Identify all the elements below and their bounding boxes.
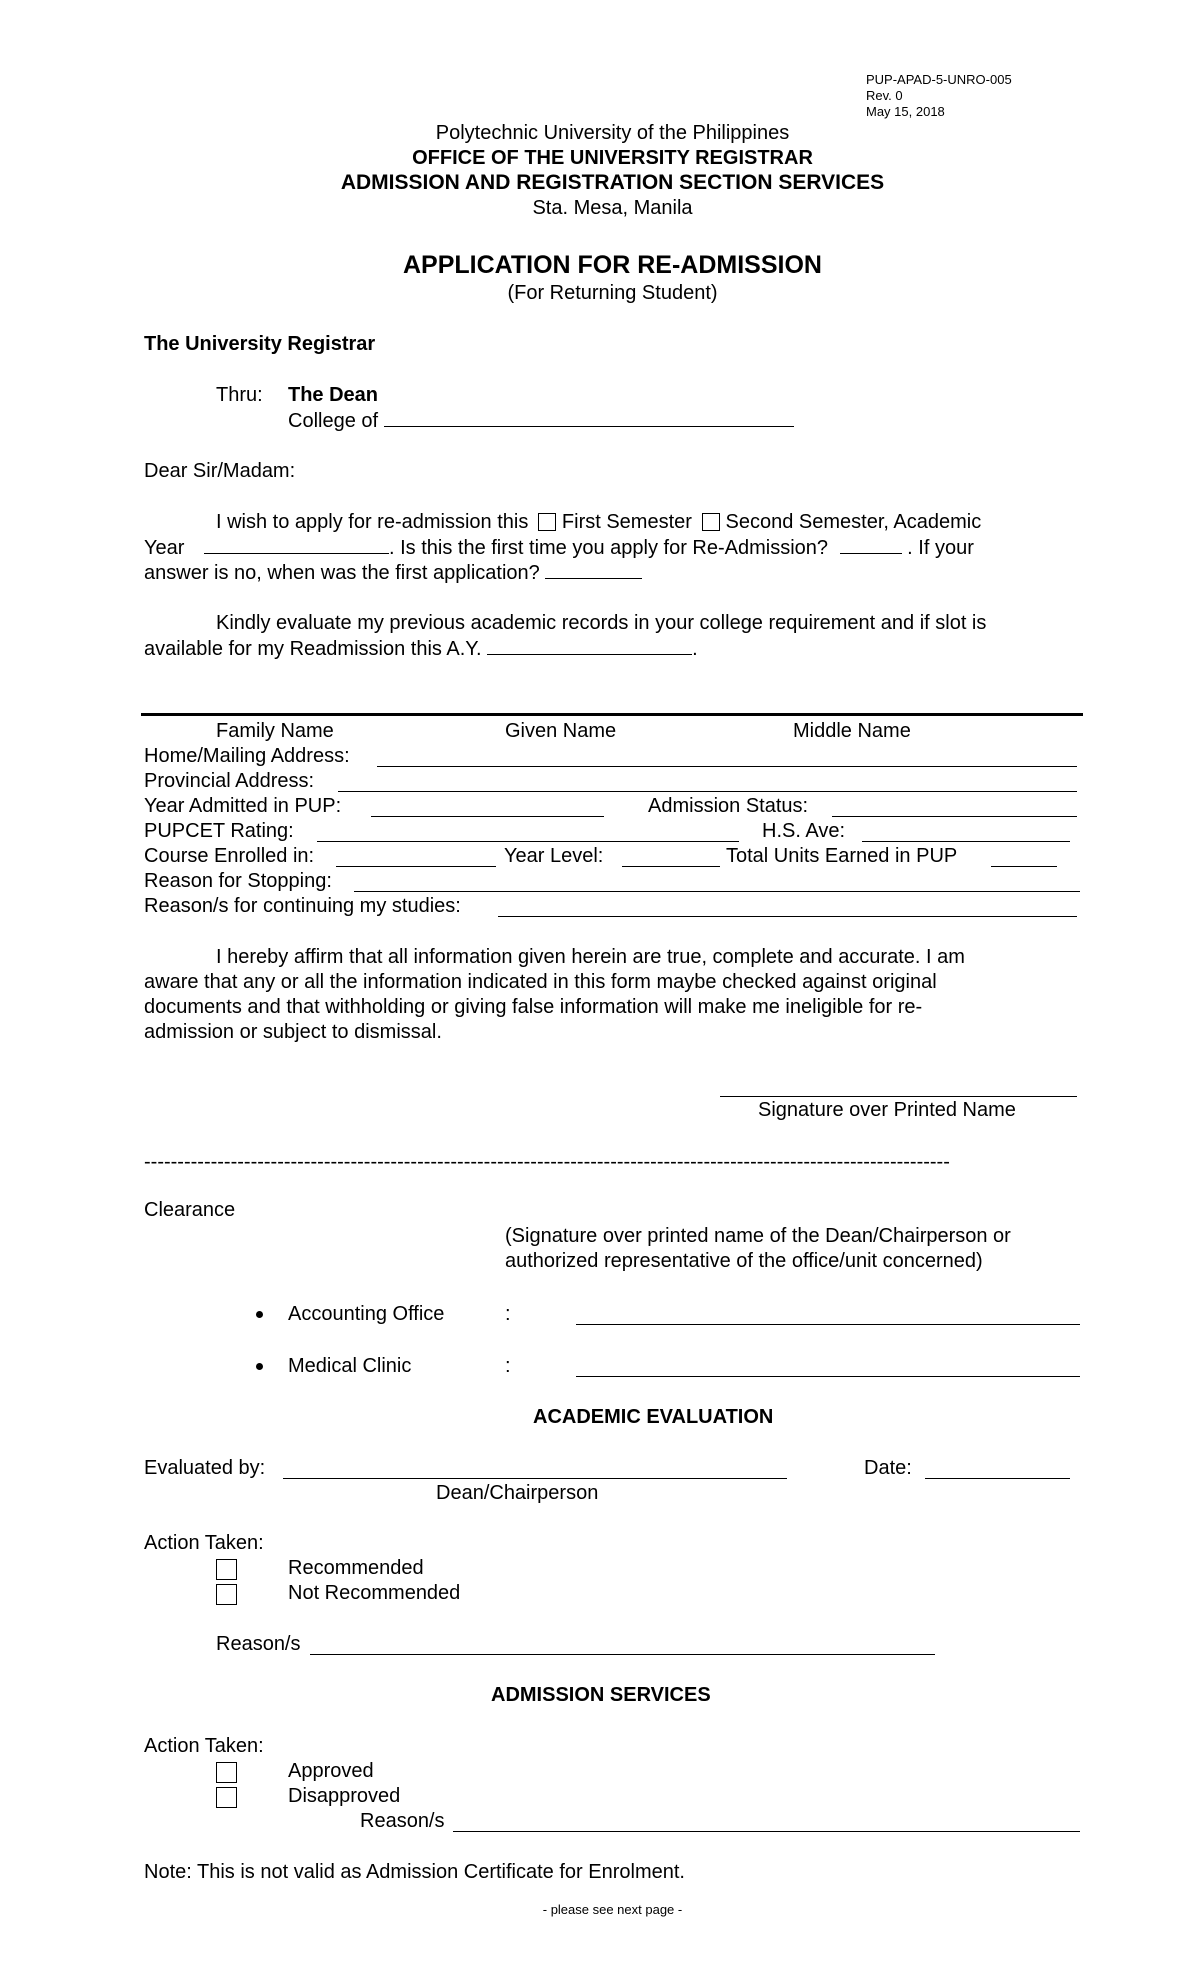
approved-checkbox[interactable] [216, 1762, 237, 1783]
affirmation-line1: I hereby affirm that all information given herein are true, complete and accurate. I am [216, 946, 965, 968]
readmission-ay-field[interactable] [487, 636, 692, 655]
year-label: Year [144, 537, 185, 559]
admission-action-taken-label: Action Taken: [144, 1735, 264, 1757]
thru-label: Thru: [216, 384, 263, 406]
clearance-note-line2: authorized representative of the office/unit concerned) [505, 1250, 983, 1272]
second-semester-label: Second Semester, Academic [725, 511, 982, 533]
accounting-office-label: Accounting Office [288, 1303, 445, 1325]
course-field[interactable] [336, 866, 496, 867]
middle-name-label: Middle Name [793, 720, 911, 742]
request-line1-left [216, 510, 981, 534]
form-title: APPLICATION FOR RE-ADMISSION [403, 251, 822, 279]
next-page-footer: - please see next page - [542, 1902, 683, 1917]
accounting-office-signature-field[interactable] [576, 1324, 1080, 1325]
accounting-office-colon: : [505, 1303, 511, 1325]
disapproved-checkbox[interactable] [216, 1787, 237, 1808]
admission-reasons-label: Reason/s [360, 1810, 445, 1832]
bullet-icon [256, 1363, 263, 1370]
doc-date: May 15, 2018 [866, 104, 945, 119]
college-label: College of [288, 410, 379, 432]
medical-clinic-signature-field[interactable] [576, 1376, 1080, 1377]
affirmation-line4: admission or subject to dismissal. [144, 1021, 442, 1043]
clearance-label: Clearance [144, 1199, 236, 1221]
signature-label: Signature over Printed Name [758, 1099, 1016, 1121]
pupcet-field[interactable] [317, 841, 739, 842]
name-line[interactable] [141, 713, 1083, 716]
year-admitted-label: Year Admitted in PUP: [144, 795, 342, 817]
disapproved-label: Disapproved [288, 1785, 401, 1807]
doc-code: PUP-APAD-5-UNRO-005 [866, 72, 1012, 87]
request-line2 [144, 535, 1082, 560]
reason-stopping-label: Reason for Stopping: [144, 870, 332, 892]
location: Sta. Mesa, Manila [532, 197, 693, 219]
validity-note: Note: This is not valid as Admission Certificate for Enrolment. [144, 1861, 685, 1883]
home-address-field[interactable] [377, 766, 1077, 767]
request-line3 [144, 560, 642, 585]
academic-year-field[interactable] [204, 535, 389, 554]
affirmation-line2: aware that any or all the information indicated in this form maybe checked against original [144, 971, 937, 993]
evaluation-date-label: Date: [864, 1457, 912, 1479]
admission-services-heading: ADMISSION SERVICES [491, 1684, 711, 1706]
pupcet-label: PUPCET Rating: [144, 820, 294, 842]
first-semester-checkbox[interactable] [538, 513, 556, 531]
signature-field[interactable] [720, 1096, 1077, 1097]
recommended-checkbox[interactable] [216, 1559, 237, 1580]
total-units-field[interactable] [991, 866, 1057, 867]
evaluate-end: . [692, 638, 698, 660]
reason-stopping-field[interactable] [354, 891, 1080, 892]
hs-ave-label: H.S. Ave: [762, 820, 846, 842]
first-semester-label: First Semester [561, 511, 692, 533]
clearance-note-line1: (Signature over printed name of the Dean/Chairperson or [505, 1225, 1011, 1247]
approved-label: Approved [288, 1760, 374, 1782]
doc-rev: Rev. 0 [866, 88, 903, 103]
not-recommended-checkbox[interactable] [216, 1584, 237, 1605]
medical-clinic-label: Medical Clinic [288, 1355, 412, 1377]
evaluate-ay-label: available for my Readmission this A.Y. [144, 638, 482, 660]
hs-ave-field[interactable] [862, 841, 1070, 842]
evaluation-date-field[interactable] [925, 1478, 1070, 1479]
reason-continuing-label: Reason/s for continuing my studies: [144, 895, 461, 917]
course-label: Course Enrolled in: [144, 845, 315, 867]
admission-status-label: Admission Status: [648, 795, 809, 817]
evaluate-line2 [144, 636, 698, 661]
academic-reasons-label: Reason/s [216, 1633, 301, 1655]
year-level-label: Year Level: [504, 845, 604, 867]
academic-reasons-field[interactable] [310, 1654, 935, 1655]
evaluated-by-field[interactable] [283, 1478, 787, 1479]
family-name-label: Family Name [216, 720, 334, 742]
salutation: Dear Sir/Madam: [144, 460, 296, 482]
academic-evaluation-heading: ACADEMIC EVALUATION [533, 1406, 774, 1428]
provincial-address-field[interactable] [338, 791, 1077, 792]
provincial-address-label: Provincial Address: [144, 770, 315, 792]
total-units-label: Total Units Earned in PUP [726, 845, 958, 867]
year-level-field[interactable] [622, 866, 720, 867]
first-application-question: answer is no, when was the first application? [144, 562, 540, 584]
year-admitted-field[interactable] [371, 816, 604, 817]
section-name: ADMISSION AND REGISTRATION SECTION SERVICES [340, 171, 885, 194]
college-row [288, 408, 794, 433]
affirmation-line3: documents and that withholding or giving false information will make me ineligible for re- [144, 996, 923, 1018]
first-application-field[interactable] [545, 560, 642, 579]
bullet-icon [256, 1311, 263, 1318]
request-intro: I wish to apply for re-admission this [216, 511, 529, 533]
evaluate-line1: Kindly evaluate my previous academic records in your college requirement and if slot is [216, 612, 987, 634]
admission-status-field[interactable] [832, 816, 1077, 817]
separator-dashes: ------------------------------------------------------------------------------------------------------------------------- [144, 1151, 950, 1173]
office-name: OFFICE OF THE UNIVERSITY REGISTRAR [412, 147, 813, 169]
reason-continuing-field[interactable] [498, 916, 1077, 917]
college-field[interactable] [384, 408, 794, 427]
academic-action-taken-label: Action Taken: [144, 1532, 264, 1554]
home-address-label: Home/Mailing Address: [144, 745, 350, 767]
university-name: Polytechnic University of the Philippines [435, 122, 790, 144]
medical-clinic-colon: : [505, 1355, 511, 1377]
addressee-registrar: The University Registrar [144, 333, 376, 355]
second-semester-checkbox[interactable] [702, 513, 720, 531]
given-name-label: Given Name [505, 720, 617, 742]
thru-dean: The Dean [288, 384, 379, 406]
first-time-question: . Is this the first time you apply for Re-Admission? [388, 537, 829, 559]
recommended-label: Recommended [288, 1557, 424, 1579]
dean-chairperson-label: Dean/Chairperson [436, 1482, 599, 1504]
if-no-text: . If your [907, 537, 974, 559]
evaluated-by-label: Evaluated by: [144, 1457, 266, 1479]
form-subtitle: (For Returning Student) [507, 282, 718, 304]
not-recommended-label: Not Recommended [288, 1582, 461, 1604]
admission-reasons-field[interactable] [453, 1831, 1080, 1832]
first-time-answer-field[interactable] [840, 535, 902, 554]
